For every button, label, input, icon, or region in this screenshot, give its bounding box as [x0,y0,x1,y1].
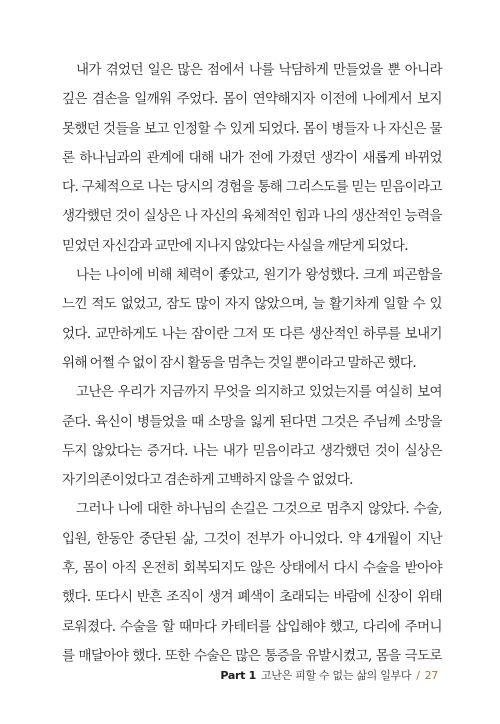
paragraph-1-line-1: 내가 겪었던 일은 많은 점에서 나를 낙담하게 만들었을 뿐 아니라 [76,62,442,78]
paragraph-3-line-3: 두지 않았다는 증거다. 나는 내가 믿음이라고 생각했던 것이 실상은 [62,442,442,459]
paragraph-1-line-3: 못했던 것들을 보고 인정할 수 있게 되었다. 몸이 병들자 나 자신은 물 [62,120,442,137]
footer-separator: / [416,669,420,682]
page-footer [220,667,438,683]
paragraph-4-line-1: 그러나 나에 대한 하나님의 손길은 그것으로 멈추지 않았다. 수술, [76,501,442,518]
paragraph-4-line-3: 후, 몸이 아직 온전히 회복되지도 않은 상태에서 다시 수술을 받아야 [62,560,442,577]
paragraph-2-line-1: 나는 나이에 비해 체력이 좋았고, 원기가 왕성했다. 크게 피곤함을 [76,267,442,284]
paragraph-4-line-5: 로워졌다. 수술을 할 때마다 카테터를 삽입해야 했고, 다리에 주머니 [62,618,442,635]
paragraph-4-line-4: 했다. 또다시 반흔 조직이 생겨 폐색이 초래되는 바람에 신장이 위태 [62,589,442,606]
paragraph-4-line-2: 입원, 한동안 중단된 삶, 그것이 전부가 아니었다. 약 4개월이 지난 [62,530,442,547]
page-number: 27 [424,669,438,682]
paragraph-3-line-4: 자기의존이었다고 겸손하게 고백하지 않을 수 없었다. [62,472,353,489]
paragraph-2-line-2: 느낀 적도 없었고, 잠도 많이 자지 않았으며, 늘 활기차게 일할 수 있 [62,296,442,313]
paragraph-1-line-5: 다. 구체적으로 나는 당시의 경험을 통해 그리스도를 믿는 믿음이라고 [62,179,442,196]
footer-chapter-title: 고난은 피할 수 없는 삶의 일부다 [260,669,412,682]
paragraph-1-line-4: 론 하나님과의 관계에 대해 내가 전에 가졌던 생각이 새롭게 바뀌었 [62,149,442,166]
paragraph-4-line-6: 를 매달아야 했다. 또한 수술은 많은 통증을 유발시켰고, 몸을 극도로 [62,647,442,664]
paragraph-1-line-2: 깊은 겸손을 일깨워 주었다. 몸이 연약해지자 이전에 나에게서 보지 [62,91,442,108]
paragraph-2-line-4: 위해 어쩔 수 없이 잠시 활동을 멈추는 것일 뿐이라고 말하곤 했다. [62,354,417,371]
paragraph-2-line-3: 었다. 교만하게도 나는 잠이란 그저 또 다른 생산적인 하루를 보내기 [62,325,442,342]
paragraph-1-line-6: 생각했던 것이 실상은 나 자신의 육체적인 힘과 나의 생산적인 능력을 [62,208,442,225]
body-text [62,56,442,671]
footer-part-label: Part 1 [220,669,256,682]
paragraph-3-line-1: 고난은 우리가 지금까지 무엇을 의지하고 있었는지를 여실히 보여 [76,384,442,401]
paragraph-1-line-7: 믿었던 자신감과 교만에 지나지 않았다는 사실을 깨닫게 되었다. [62,237,408,254]
paragraph-3-line-2: 준다. 육신이 병들었을 때 소망을 잃게 된다면 그것은 주님께 소망을 [62,413,442,430]
